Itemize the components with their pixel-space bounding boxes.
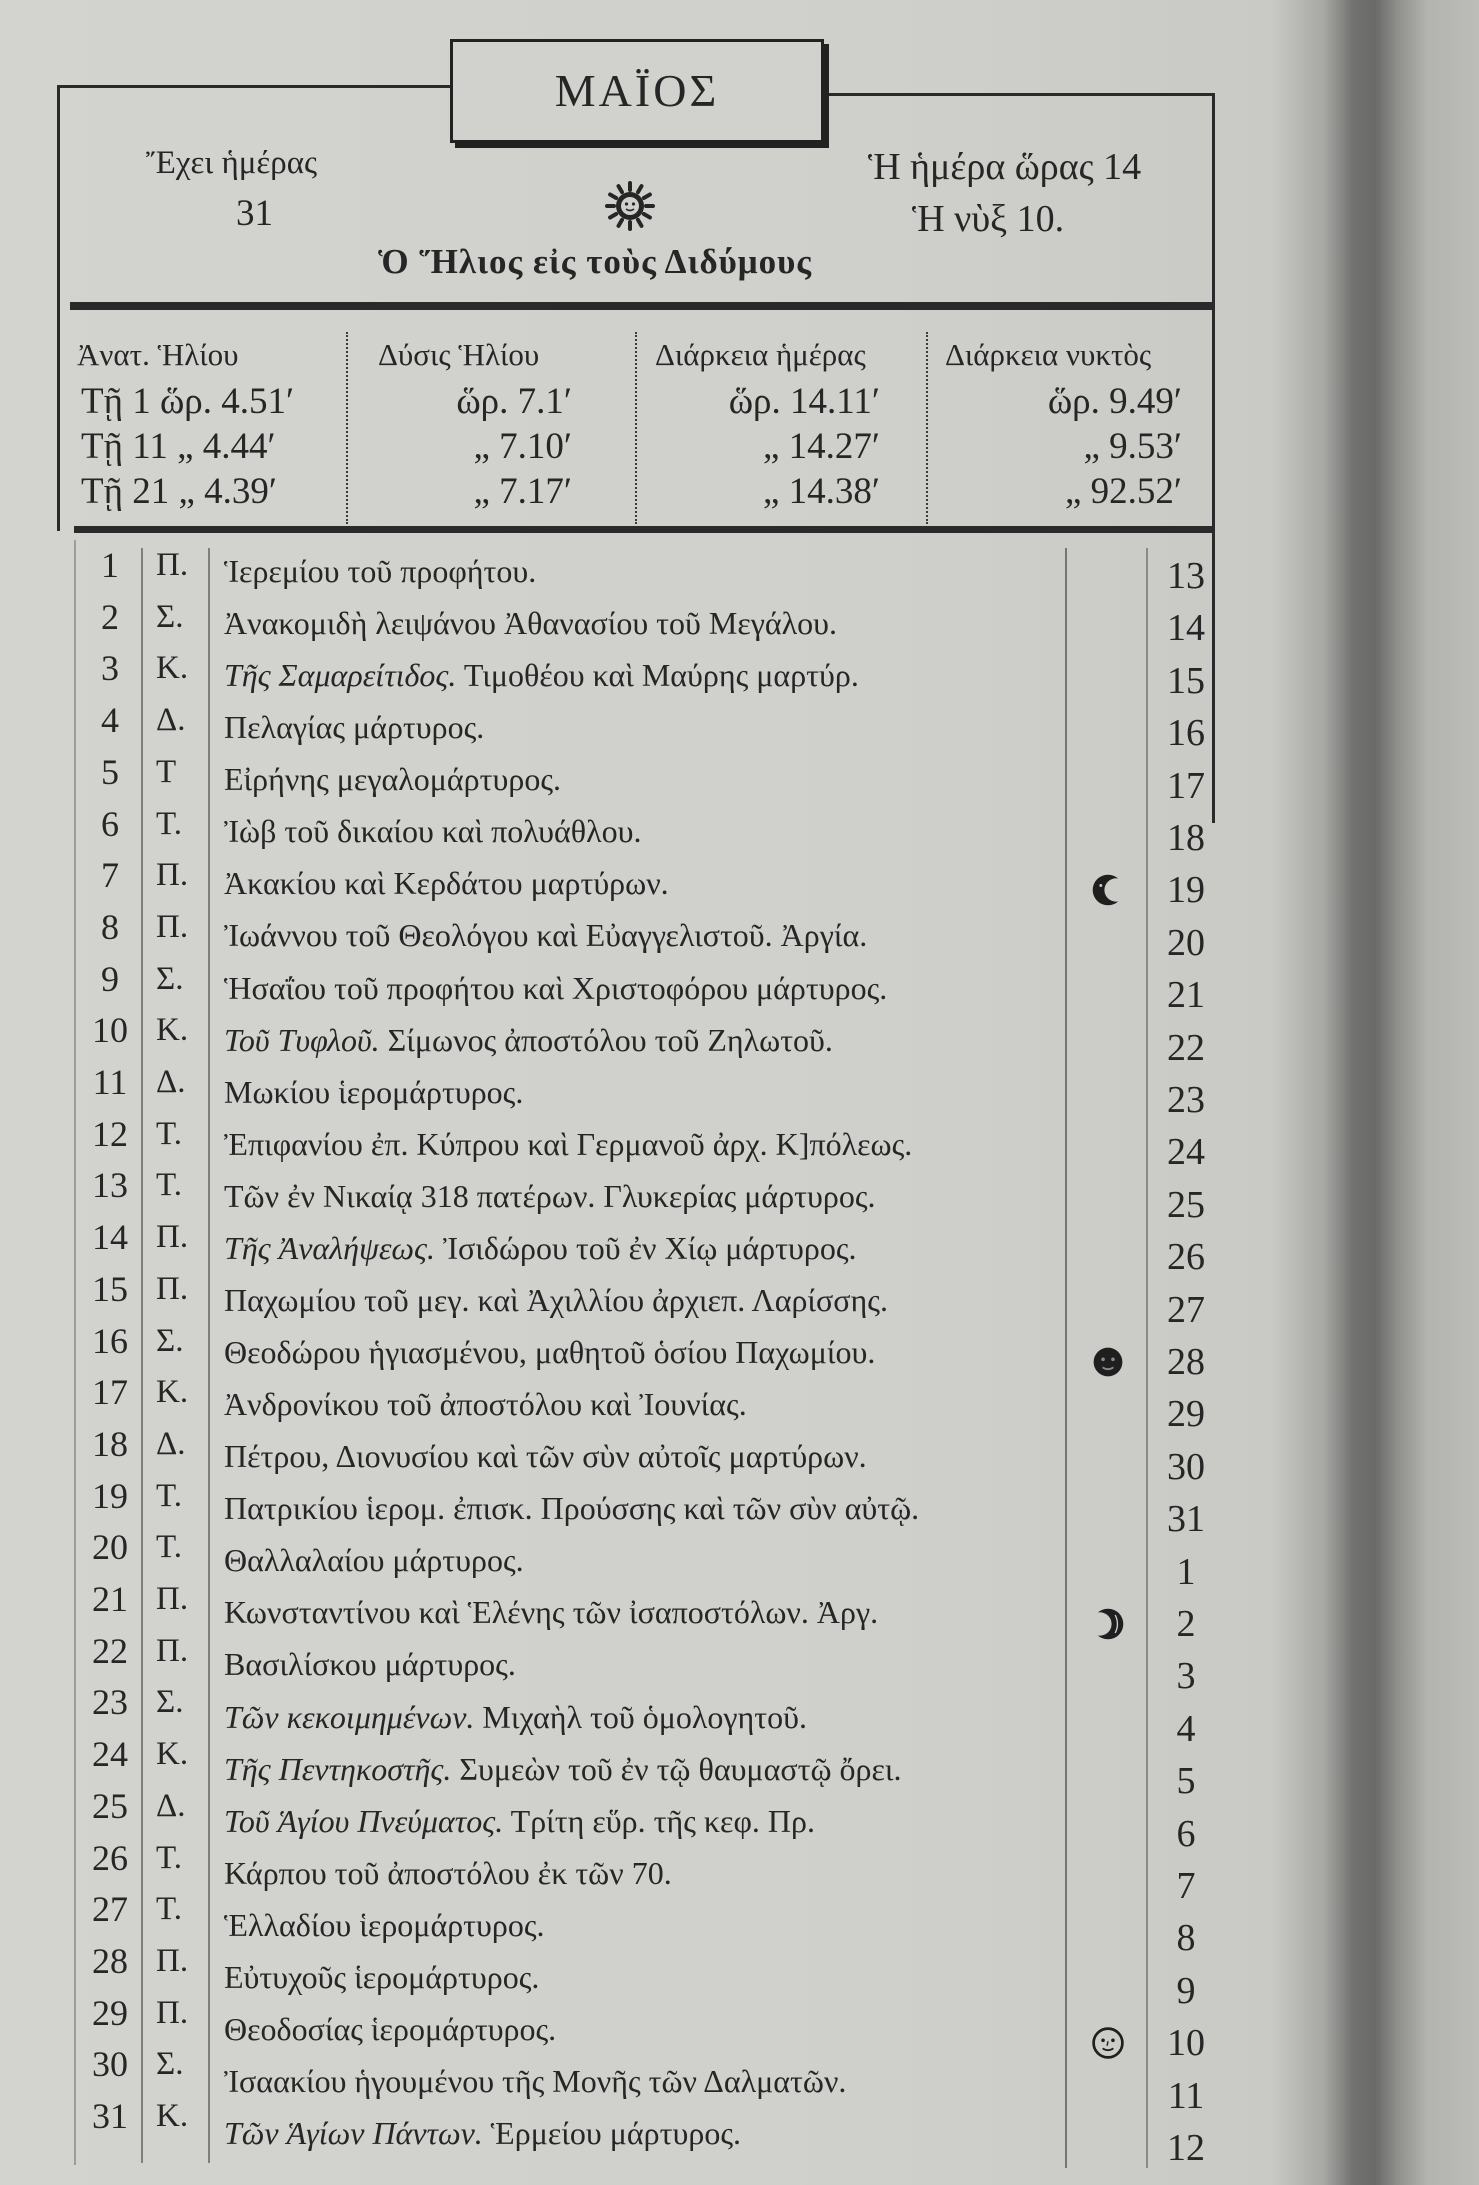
commemoration-text [224, 607, 837, 639]
commemoration-text [224, 1701, 807, 1733]
new-style-date: 8 [1176, 1917, 1196, 1959]
day-length-cell: „ 14.38′ [762, 471, 880, 512]
day-number: 29 [92, 1993, 128, 2033]
night-length-hours: Ἡ νὺξ 10. [912, 198, 1065, 240]
sunrise-cell: Τῇ 1 ὥρ. 4.51′ [81, 381, 295, 422]
saint-names: Ἀκακίου καὶ Κερδάτου μαρτύρων. [224, 865, 669, 901]
commemoration-text [224, 555, 536, 587]
weekday-abbr: Σ. [156, 1684, 184, 1720]
weekday-abbr: Τ [156, 754, 177, 790]
saint-names: Ἡσαΐου τοῦ προφήτου καὶ Χριστοφόρου μάρτυρος. [224, 970, 888, 1006]
commemoration-text [224, 1180, 876, 1212]
day-number: 18 [92, 1424, 128, 1464]
commemoration-text [224, 1284, 888, 1316]
saint-names: Θεοδώρου ἡγιασμένου, μαθητοῦ ὁσίου Παχωμίου. [224, 1334, 876, 1370]
saint-names: Τῶν ἐν Νικαίᾳ 318 πατέρων. Γλυκερίας μάρτυρος. [224, 1178, 876, 1214]
new-style-date: 15 [1167, 660, 1205, 702]
saint-names: Τιμοθέου καὶ Μαύρης μαρτύρ. [463, 657, 859, 693]
new-style-date: 23 [1167, 1079, 1205, 1121]
saint-names: Μωκίου ἱερομάρτυρος. [224, 1074, 524, 1110]
new-style-date: 18 [1167, 817, 1205, 859]
new-style-date: 28 [1167, 1341, 1205, 1383]
day-number: 1 [101, 545, 119, 585]
commemoration-text [224, 1024, 833, 1056]
day-number: 12 [92, 1114, 128, 1154]
new-style-date: 14 [1167, 607, 1205, 649]
day-length-cell: „ 14.27′ [762, 426, 880, 467]
saint-names: Πατρικίου ἱερομ. ἐπισκ. Προύσσης καὶ τῶν σὺν αὐτῷ. [224, 1490, 920, 1526]
column-divider [346, 332, 348, 524]
weekday-abbr: Τ. [156, 1167, 182, 1203]
weekday-abbr: Π. [156, 1271, 189, 1307]
day-number: 9 [101, 959, 119, 999]
column-header-night-length: Διάρκεια νυκτὸς [945, 337, 1152, 372]
commemoration-text [224, 763, 561, 795]
sunrise-cell: Τῇ 11 „ 4.44′ [81, 426, 276, 467]
new-style-date: 1 [1176, 1551, 1196, 1593]
new-style-date: 2 [1176, 1603, 1196, 1645]
weekday-abbr: Τ. [156, 1891, 182, 1927]
day-number: 23 [92, 1682, 128, 1722]
column-header-day-length: Διάρκεια ἡμέρας [655, 337, 866, 372]
commemoration-text [224, 659, 859, 691]
zodiac-sign-line: Ὁ Ἥλιος εἰς τοὺς Διδύμους [378, 242, 813, 281]
commemoration-text [224, 919, 867, 951]
weekday-abbr: Σ. [156, 961, 184, 997]
day-number: 16 [92, 1321, 128, 1361]
full-moon-moon-icon [1090, 2025, 1126, 2061]
commemoration-text [224, 1128, 912, 1160]
commemoration-text [224, 815, 641, 847]
commemoration-text [224, 2117, 741, 2149]
saint-names: Συμεὼν τοῦ ἐν τῷ θαυμαστῷ ὄρει. [459, 1751, 902, 1787]
commemoration-text [224, 1805, 815, 1837]
column-divider [926, 332, 928, 524]
commemoration-text [224, 1596, 878, 1628]
new-style-date: 12 [1167, 2127, 1205, 2169]
days-in-month-count: 31 [236, 193, 273, 234]
day-number: 4 [101, 700, 119, 740]
thick-rule [74, 526, 1214, 533]
new-style-date: 11 [1167, 2075, 1205, 2117]
night-length-cell: „ 92.52′ [1064, 471, 1182, 512]
sun-icon [604, 180, 656, 232]
commemoration-text [224, 1076, 523, 1108]
new-style-date: 19 [1167, 869, 1205, 911]
day-length-cell: ὥρ. 14.11′ [728, 381, 880, 422]
saint-names: Πέτρου, Διονυσίου καὶ τῶν σὺν αὐτοῖς μαρτύρων. [224, 1438, 867, 1474]
new-style-date: 17 [1167, 765, 1205, 807]
saint-names: Ἑρμείου μάρτυρος. [490, 2115, 741, 2151]
column-divider [635, 332, 637, 524]
day-number: 24 [92, 1734, 128, 1774]
weekday-abbr: Π. [156, 1219, 189, 1255]
thick-rule [70, 302, 1212, 310]
new-style-date: 16 [1167, 712, 1205, 754]
new-style-date: 30 [1167, 1446, 1205, 1488]
day-number: 6 [101, 804, 119, 844]
day-number: 30 [92, 2044, 128, 2084]
new-style-date: 13 [1167, 555, 1205, 597]
new-style-date: 9 [1176, 1970, 1196, 2012]
new-style-date: 20 [1167, 922, 1205, 964]
weekday-abbr: Π. [156, 857, 189, 893]
weekday-abbr: Τ. [156, 806, 182, 842]
saint-names: Ἐπιφανίου ἐπ. Κύπρου καὶ Γερμανοῦ ἀρχ. Κ]πόλεως. [224, 1126, 913, 1162]
weekday-abbr: Π. [156, 1943, 189, 1979]
frame-left-line [57, 85, 60, 531]
commemoration-text [224, 1961, 539, 1993]
day-number: 11 [92, 1062, 128, 1102]
feast-title: Τῆς Πεντηκοστῆς. [224, 1751, 452, 1787]
new-style-date: 22 [1167, 1027, 1205, 1069]
saint-names: Κάρπου τοῦ ἀποστόλου ἐκ τῶν 70. [224, 1855, 672, 1891]
weekday-abbr: Κ. [156, 1374, 189, 1410]
day-number: 31 [92, 2096, 128, 2136]
day-number: 2 [101, 597, 119, 637]
day-number: 10 [92, 1010, 128, 1050]
feast-title: Τῆς Ἀναλήψεως. [224, 1230, 435, 1266]
column-line [1146, 548, 1148, 2168]
new-style-date: 5 [1176, 1760, 1196, 1802]
column-line [1065, 548, 1067, 2168]
last-quarter-moon-icon [1090, 872, 1126, 908]
saint-names: Βασιλίσκου μάρτυρος. [224, 1646, 516, 1682]
day-number: 5 [101, 752, 119, 792]
commemoration-text [224, 1753, 902, 1785]
weekday-abbr: Σ. [156, 1323, 184, 1359]
sunset-cell: „ 7.17′ [473, 471, 572, 512]
new-style-date: 24 [1167, 1131, 1205, 1173]
new-moon-moon-icon [1090, 1344, 1126, 1380]
saint-names: Ἰσαακίου ἡγουμένου τῆς Μονῆς τῶν Δαλματῶν. [224, 2063, 847, 2099]
saint-names: Κωνσταντίνου καὶ Ἑλένης τῶν ἰσαποστόλων. Ἀργ. [224, 1594, 879, 1630]
saint-names: Μιχαὴλ τοῦ ὁμολογητοῦ. [482, 1699, 807, 1735]
new-style-date: 7 [1176, 1865, 1196, 1907]
commemoration-text [224, 1388, 747, 1420]
weekday-abbr: Σ. [156, 2046, 184, 2082]
weekday-abbr: Δ. [156, 1426, 186, 1462]
commemoration-text [224, 1440, 867, 1472]
new-style-date: 25 [1167, 1184, 1205, 1226]
feast-title: Τῆς Σαμαρείτιδος. [224, 657, 457, 693]
saint-names: Ἀνδρονίκου τοῦ ἀποστόλου καὶ Ἰουνίας. [224, 1386, 747, 1422]
saint-names: Σίμωνος ἀποστόλου τοῦ Ζηλωτοῦ. [387, 1022, 833, 1058]
day-number: 28 [92, 1941, 128, 1981]
weekday-abbr: Δ. [156, 1064, 186, 1100]
saint-names: Θεοδοσίας ἱερομάρτυρος. [224, 2011, 557, 2047]
weekday-abbr: Δ. [156, 702, 186, 738]
column-header-sunset: Δύσις Ἡλίου [378, 337, 540, 372]
feast-title: Τοῦ Ἁγίου Πνεύματος. [224, 1803, 504, 1839]
new-style-date: 3 [1176, 1655, 1196, 1697]
saint-names: Ἀνακομιδὴ λειψάνου Ἀθανασίου τοῦ Μεγάλου. [224, 605, 838, 641]
weekday-abbr: Π. [156, 909, 189, 945]
day-number: 8 [101, 907, 119, 947]
night-length-cell: ὥρ. 9.49′ [1047, 381, 1182, 422]
month-title-box [450, 39, 824, 143]
day-number: 25 [92, 1786, 128, 1826]
feast-title: Τοῦ Τυφλοῦ. [224, 1022, 380, 1058]
weekday-abbr: Π. [156, 1581, 189, 1617]
new-style-date: 26 [1167, 1236, 1205, 1278]
frame-top-line [58, 85, 452, 88]
new-style-date: 29 [1167, 1393, 1205, 1435]
sunrise-cell: Τῇ 21 „ 4.39′ [81, 471, 277, 512]
commemoration-text [224, 1492, 919, 1524]
commemoration-text [224, 2013, 556, 2045]
weekday-abbr: Π. [156, 1633, 189, 1669]
commemoration-text [224, 1232, 856, 1264]
weekday-abbr: Π. [156, 547, 189, 583]
weekday-abbr: Τ. [156, 1478, 182, 1514]
weekday-abbr: Δ. [156, 1788, 186, 1824]
sunset-cell: ὥρ. 7.1′ [456, 381, 572, 422]
weekday-abbr: Τ. [156, 1116, 182, 1152]
saint-names: Παχωμίου τοῦ μεγ. καὶ Ἀχιλλίου ἀρχιεπ. Λαρίσσης. [224, 1282, 888, 1318]
saint-names: Θαλλαλαίου μάρτυρος. [224, 1542, 524, 1578]
saint-names: Ἰωάννου τοῦ Θεολόγου καὶ Εὐαγγελιστοῦ. Ἀργία. [224, 917, 868, 953]
day-number: 21 [92, 1579, 128, 1619]
saint-names: Εἰρήνης μεγαλομάρτυρος. [224, 761, 561, 797]
night-length-cell: „ 9.53′ [1083, 426, 1182, 467]
saint-names: Εὐτυχοῦς ἱερομάρτυρος. [224, 1959, 540, 1995]
sunset-cell: „ 7.10′ [473, 426, 572, 467]
new-style-date: 4 [1176, 1708, 1196, 1750]
weekday-abbr: Κ. [156, 650, 189, 686]
saint-names: Ἑλλαδίου ἱερομάρτυρος. [224, 1907, 545, 1943]
day-number: 17 [92, 1372, 128, 1412]
commemoration-text [224, 1648, 516, 1680]
month-title: ΜΑΪΟΣ [554, 65, 720, 116]
column-line [208, 548, 210, 2163]
saint-names: Ἰὼβ τοῦ δικαίου καὶ πολυάθλου. [224, 813, 642, 849]
day-number: 7 [101, 855, 119, 895]
new-style-date: 27 [1167, 1289, 1205, 1331]
new-style-date: 6 [1176, 1813, 1196, 1855]
day-number: 13 [92, 1165, 128, 1205]
day-length-hours: Ἡ ἡμέρα ὥρας 14 [868, 146, 1142, 188]
saint-names: Τρίτη εὕρ. τῆς κεφ. Πρ. [510, 1803, 815, 1839]
commemoration-text [224, 1544, 524, 1576]
day-number: 19 [92, 1476, 128, 1516]
commemoration-text [224, 711, 484, 743]
frame-top-line [822, 93, 1215, 96]
weekday-abbr: Κ. [156, 1736, 189, 1772]
day-number: 26 [92, 1838, 128, 1878]
commemoration-text [224, 1909, 545, 1941]
day-number: 15 [92, 1269, 128, 1309]
weekday-abbr: Κ. [156, 1012, 189, 1048]
weekday-abbr: Σ. [156, 599, 184, 635]
feast-title: Τῶν Ἁγίων Πάντων. [224, 2115, 483, 2151]
days-in-month-label: Ἔχει ἡμέρας [146, 145, 318, 181]
saint-names: Ἰσιδώρου τοῦ ἐν Χίῳ μάρτυρος. [443, 1230, 857, 1266]
column-header-sunrise: Ἀνατ. Ἡλίου [77, 337, 239, 372]
commemoration-text [224, 867, 669, 899]
weekday-abbr: Π. [156, 1995, 189, 2031]
feast-title: Τῶν κεκοιμημένων. [224, 1699, 475, 1735]
commemoration-text [224, 1857, 672, 1889]
weekday-abbr: Τ. [156, 1529, 182, 1565]
first-quarter-moon-icon [1090, 1606, 1126, 1642]
new-style-date: 31 [1167, 1498, 1205, 1540]
day-number: 20 [92, 1527, 128, 1567]
weekday-abbr: Κ. [156, 2098, 189, 2134]
commemoration-text [224, 1336, 875, 1368]
day-number: 3 [101, 648, 119, 688]
day-number: 22 [92, 1631, 128, 1671]
saint-names: Πελαγίας μάρτυρος. [224, 709, 485, 745]
new-style-date: 10 [1167, 2022, 1205, 2064]
commemoration-text [224, 2065, 846, 2097]
weekday-abbr: Τ. [156, 1840, 182, 1876]
day-number: 14 [92, 1217, 128, 1257]
commemoration-text [224, 972, 887, 1004]
new-style-date: 21 [1167, 974, 1205, 1016]
saint-names: Ἱερεμίου τοῦ προφήτου. [224, 553, 537, 589]
day-number: 27 [92, 1889, 128, 1929]
